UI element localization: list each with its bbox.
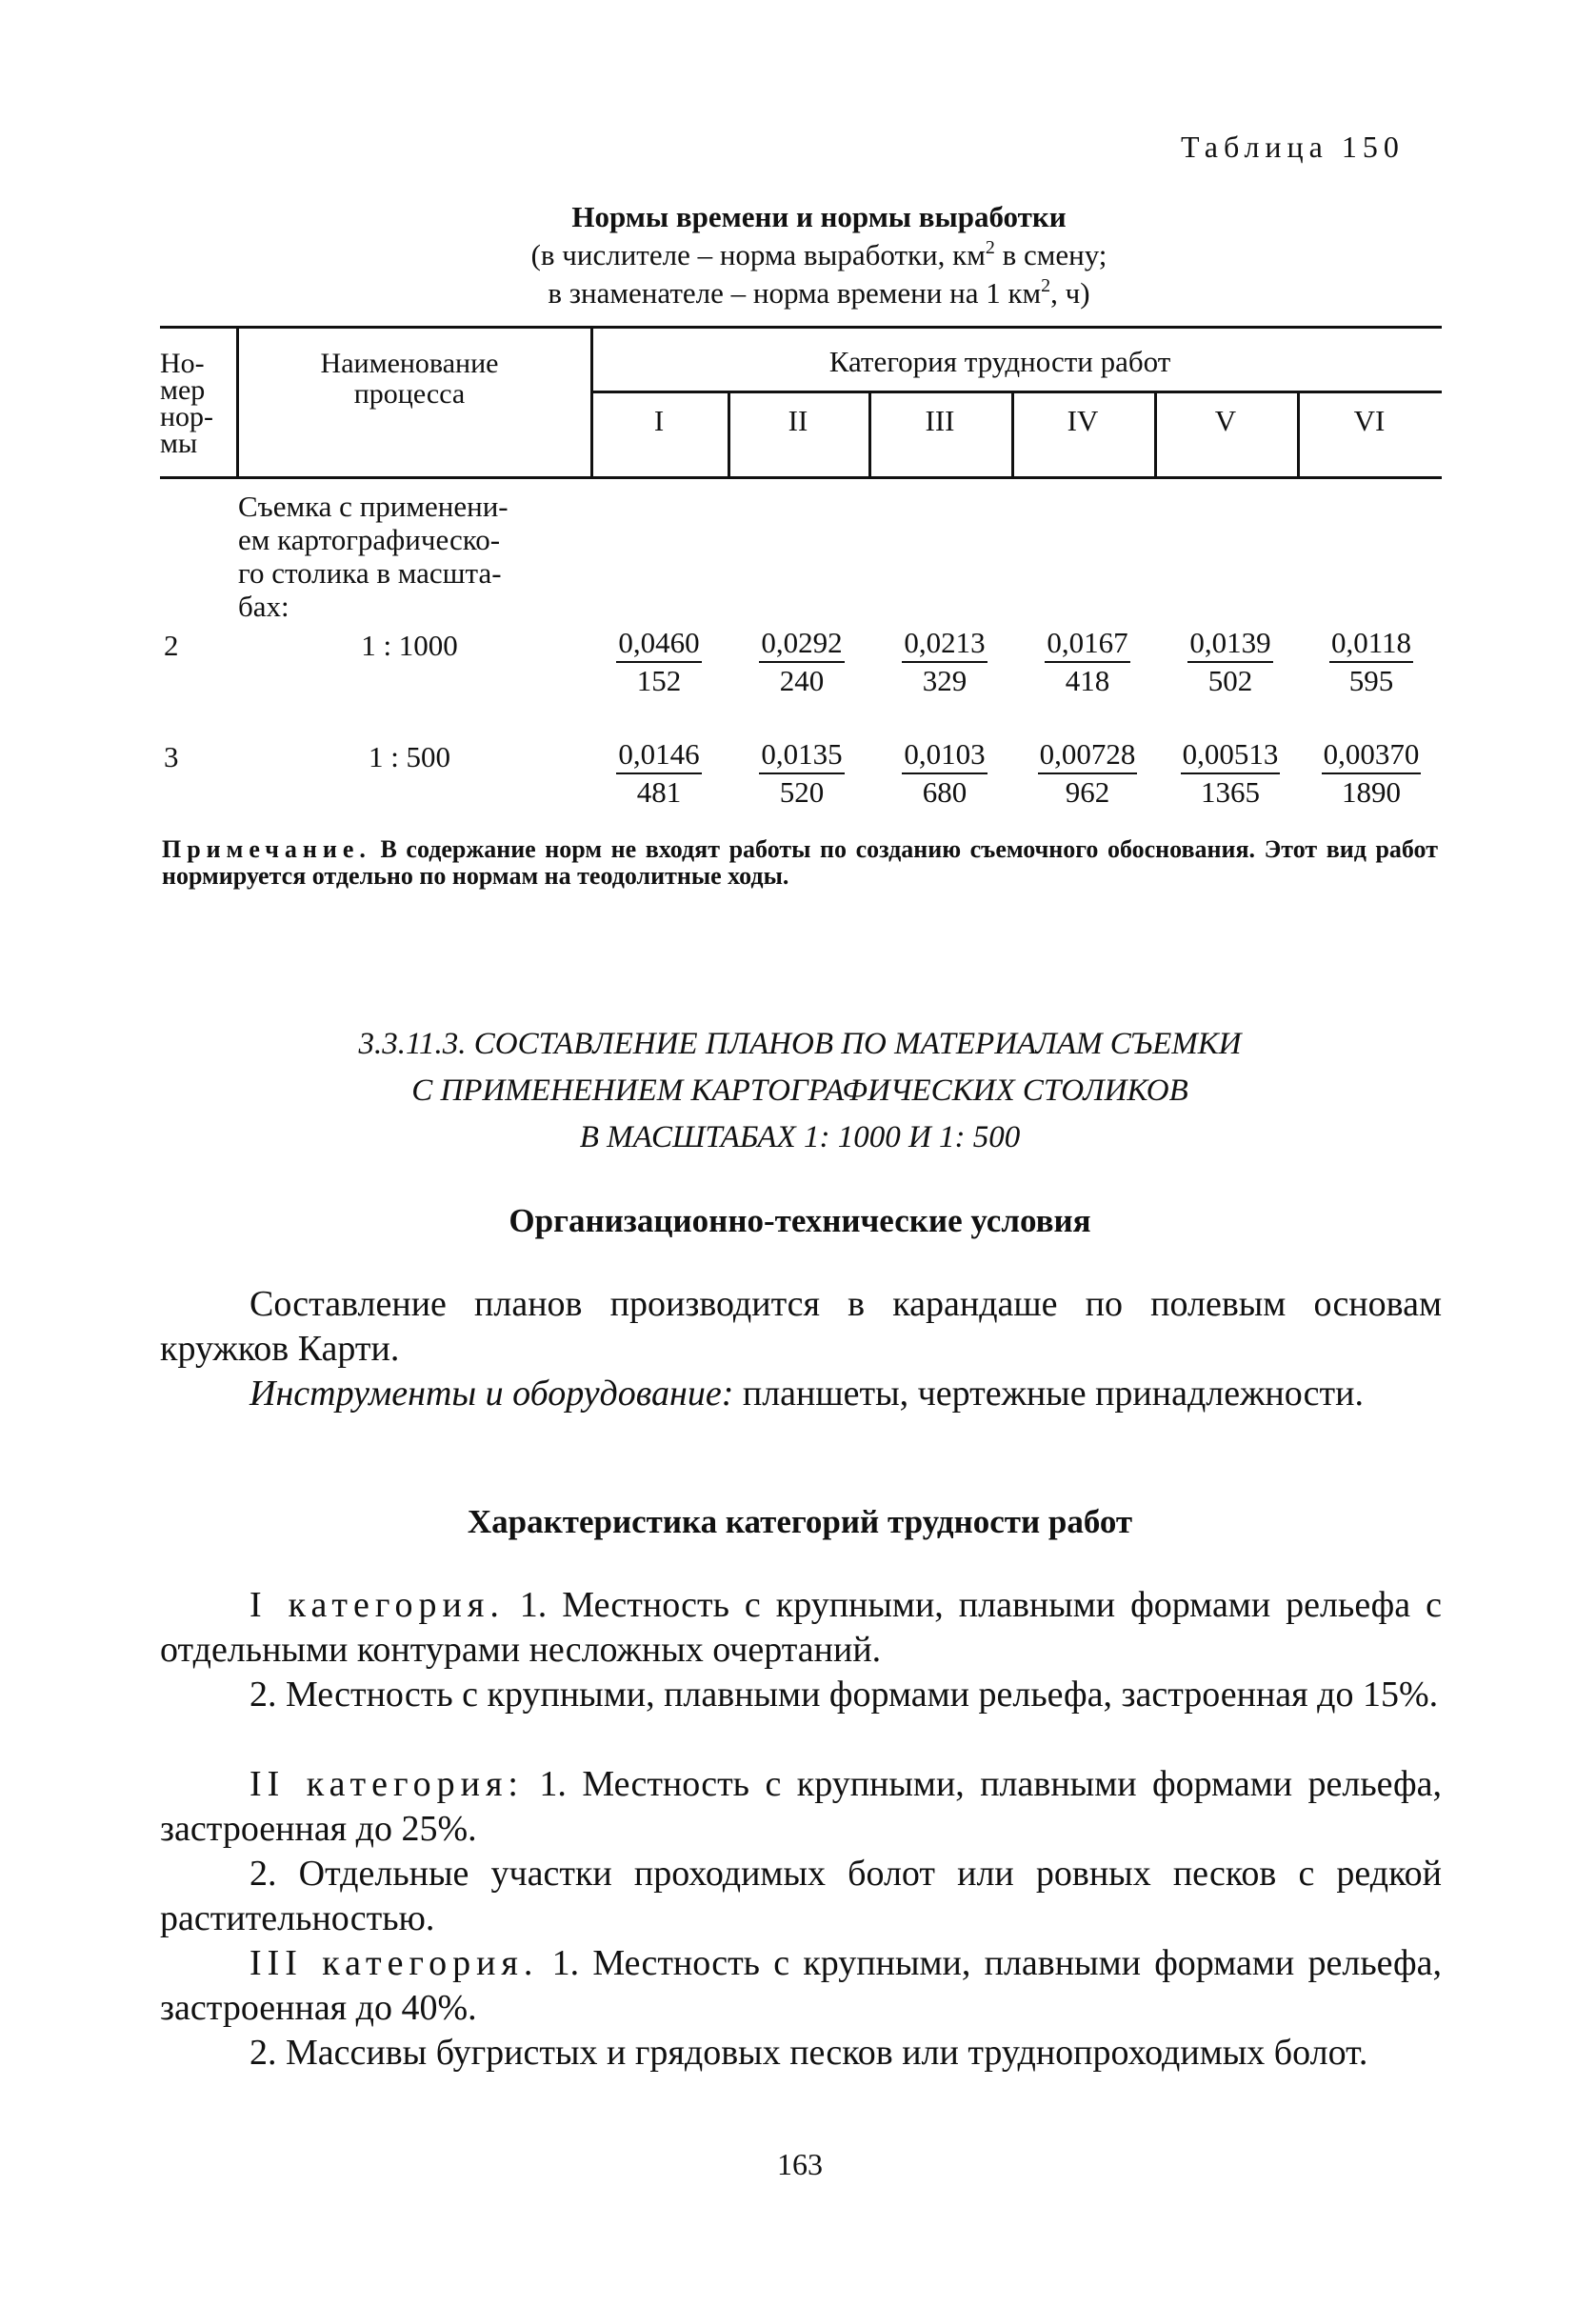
header-bottom-rule [160, 476, 1442, 479]
page-number: 163 [777, 2147, 823, 2181]
header-category: Категория трудности работ [828, 345, 1171, 378]
table-cell: $\frac{0,0213}{329}$ [904, 626, 986, 697]
section-title-line2: С ПРИМЕНЕНИЕМ КАРТОГРАФИЧЕСКИХ СТОЛИКОВ [411, 1073, 1188, 1108]
category-1: I [653, 404, 665, 437]
table-cell: $\frac{0,0167}{418}$ [1047, 626, 1128, 697]
table-cell: $\frac{0,0292}{240}$ [761, 626, 843, 697]
section-title-line1: 3.3.11.3. СОСТАВЛЕНИЕ ПЛАНОВ ПО МАТЕРИАЛАМ СЪЕМКИ [358, 1027, 1242, 1061]
header-number: Но- мер нор- мы [160, 348, 214, 459]
table-cell: $\frac{0,00370}{1890}$ [1323, 737, 1420, 809]
cat2-item2: 2. Отдельные участки проходимых болот или ровных песков с редкой растительностью. [160, 1854, 1442, 1938]
category-4: IV [1067, 404, 1099, 437]
table-caption-line2: (в числителе – норма выработки, $км^2$ в смену; [530, 237, 1107, 271]
table-cell: $\frac{0,0103}{680}$ [904, 737, 986, 809]
process-title: Съемка с применени- ем картографическо- го столика в масшта- бах: [238, 490, 509, 623]
table-cell: $\frac{0,00513}{1365}$ [1182, 737, 1279, 809]
table-cell: $\frac{0,0118}{595}$ [1330, 626, 1412, 697]
category-2: II [788, 404, 808, 437]
category-6: VI [1353, 404, 1386, 437]
table-cell: $\frac{0,0135}{520}$ [761, 737, 843, 809]
section-title-line3: В МАСШТАБАХ 1: 1000 И 1: 500 [579, 1120, 1021, 1154]
tools-paragraph: Инструменты и оборудование: планшеты, чертежные принадлежности. [249, 1374, 1364, 1414]
table-caption-title: Нормы времени и нормы выработки [571, 200, 1067, 233]
table-cell: $\frac{0,00728}{962}$ [1039, 737, 1136, 809]
cat1-paragraph: I категория. 1. Местность с крупными, плавными формами рельефа с отдельными контурами несложных очертаний. [160, 1585, 1442, 1670]
table-caption-line3: в знаменателе – норма времени на 1 $км^2$, ч) [548, 275, 1090, 310]
table-cell: $\frac{0,0146}{481}$ [618, 737, 700, 809]
row-scale: 1 : 500 [368, 740, 451, 773]
table-label: Таблица 150 [1181, 130, 1405, 164]
category-3: III [925, 404, 955, 437]
table-top-rule [160, 326, 1442, 329]
characteristics-heading: Характеристика категорий трудности работ [467, 1503, 1133, 1540]
row-number: 3 [164, 740, 179, 773]
cat3-paragraph: III категория. 1. Местность с крупными, плавными формами рельефа, застроенная до 40%. [160, 1943, 1442, 2028]
note-label: Примечание. [162, 835, 371, 863]
cat1-item2: 2. Местность с крупными, плавными формами рельефа, застроенная до 15%. [249, 1675, 1439, 1715]
cat2-paragraph: II категория: 1. Местность с крупными, плавными формами рельефа, застроенная до 25%. [160, 1764, 1442, 1849]
org-heading: Организационно-технические условия [509, 1202, 1091, 1239]
table-cell: $\frac{0,0460}{152}$ [618, 626, 700, 697]
org-paragraph: Составление планов производится в карандаше по полевым основам кружков Карти. [160, 1284, 1442, 1369]
category-rule [590, 391, 1442, 393]
row-scale: 1 : 1000 [361, 629, 458, 662]
table-note: Примечание. В содержание норм не входят работы по созданию съемочного обоснования. Этот вид работ нормируется отдельно по нормам на теодолитные ходы. [162, 835, 1438, 890]
category-5: V [1214, 404, 1237, 437]
header-process: Наименование процесса [320, 348, 499, 410]
row-number: 2 [164, 629, 179, 662]
table-cell: $\frac{0,0139}{502}$ [1189, 626, 1271, 697]
cat3-item2: 2. Массивы бугристых и грядовых песков или труднопроходимых болот. [249, 2033, 1368, 2073]
